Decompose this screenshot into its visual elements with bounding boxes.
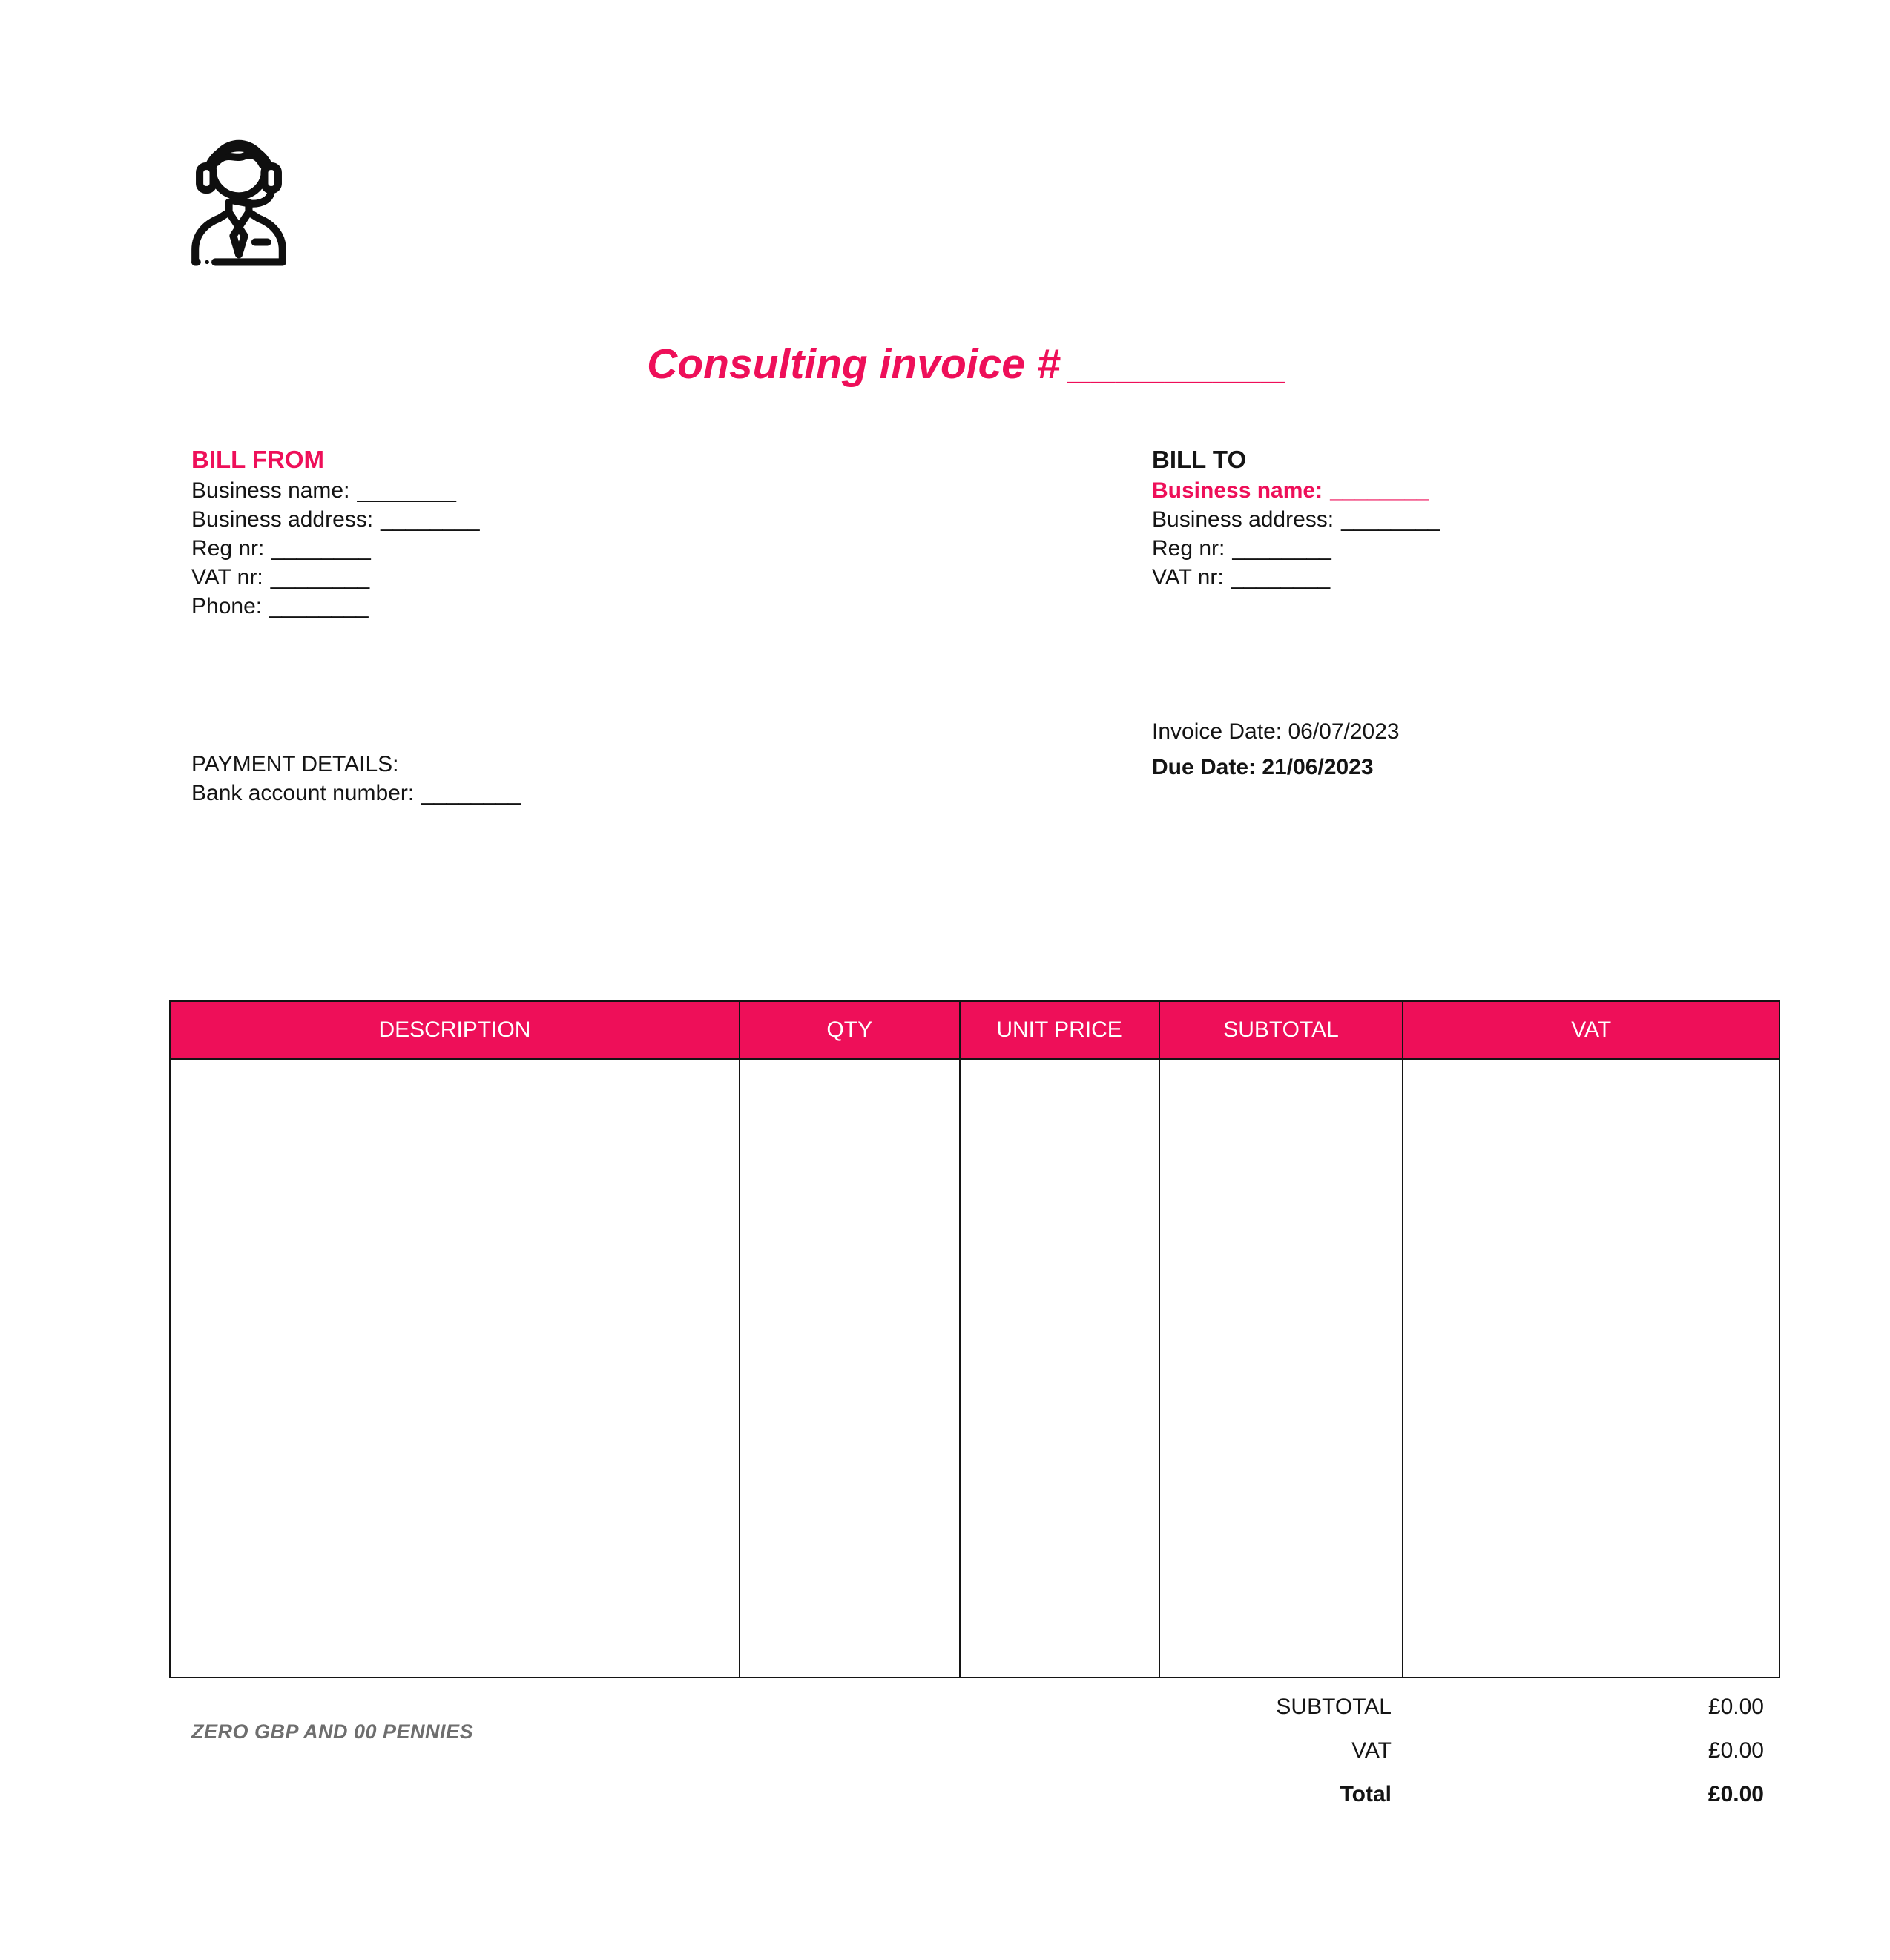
subtotal-value: £0.00 (1708, 1694, 1764, 1719)
field-label: Business address: (191, 507, 374, 532)
field-business-address (191, 505, 480, 534)
field-reg-nr (191, 534, 480, 563)
table-body-col-vat (1402, 1060, 1779, 1677)
company-logo (177, 111, 301, 276)
blank-line: ________ (1330, 478, 1429, 503)
table-body-col-subtotal (1159, 1060, 1403, 1677)
table-body-col-description (171, 1060, 739, 1677)
field-label: Business name: (191, 478, 350, 503)
items-table (169, 1000, 1780, 1678)
field-label: Phone: (191, 594, 263, 618)
bill-from-heading: BILL FROM (191, 446, 325, 473)
blank-line: ________ (1231, 565, 1331, 590)
table-body-col-unit-price (959, 1060, 1159, 1677)
field-bank-account-number (191, 779, 521, 808)
field-label: VAT nr: (1152, 565, 1224, 590)
dates-section (1152, 714, 1400, 785)
field-label: Reg nr: (191, 536, 265, 561)
bill-to-section (1152, 443, 1440, 592)
field-phone (191, 592, 480, 621)
field-business-name (1152, 476, 1440, 505)
amount-in-words: ZERO GBP AND 00 PENNIES (191, 1720, 474, 1743)
blank-line: ________ (270, 565, 370, 590)
table-body-col-qty (739, 1060, 959, 1677)
invoice-date-value: 06/07/2023 (1288, 719, 1400, 744)
payment-details-heading: PAYMENT DETAILS: (191, 752, 399, 776)
field-vat-nr (191, 563, 480, 592)
blank-line: ________ (421, 781, 521, 805)
due-date-label: Due Date: (1152, 755, 1257, 779)
col-header-unit-price: UNIT PRICE (959, 1002, 1159, 1058)
field-business-address (1152, 505, 1440, 534)
total-label: Total (1340, 1781, 1392, 1806)
blank-line: ________ (381, 507, 480, 532)
blank-line: ________ (357, 478, 456, 503)
total-value: £0.00 (1708, 1781, 1764, 1806)
field-label: Business name: (1152, 478, 1323, 503)
col-header-qty: QTY (739, 1002, 959, 1058)
blank-line: ________ (1341, 507, 1440, 532)
field-label: Bank account number: (191, 781, 415, 805)
blank-line: ________ (269, 594, 369, 618)
items-table-body (171, 1060, 1779, 1677)
items-table-header (171, 1002, 1779, 1060)
invoice-number-blank: _________ (1069, 340, 1288, 388)
field-business-name (191, 476, 480, 505)
col-header-description: DESCRIPTION (378, 1017, 531, 1042)
subtotal-label: SUBTOTAL (1276, 1694, 1392, 1719)
support-agent-icon (177, 111, 301, 276)
field-vat-nr (1152, 563, 1440, 592)
vat-label: VAT (1351, 1738, 1392, 1763)
field-label: VAT nr: (191, 565, 263, 590)
totals-row-total (169, 1772, 1780, 1816)
vat-value: £0.00 (1708, 1738, 1764, 1763)
invoice-title (22, 340, 1890, 389)
invoice-date-label: Invoice Date: (1152, 719, 1282, 744)
field-label: Reg nr: (1152, 536, 1225, 561)
col-header-subtotal: SUBTOTAL (1159, 1002, 1403, 1058)
blank-line: ________ (1232, 536, 1331, 561)
col-header-vat: VAT (1402, 1002, 1779, 1058)
bill-from-section (191, 443, 480, 621)
invoice-date-line (1152, 714, 1400, 750)
due-date-value: 21/06/2023 (1262, 755, 1374, 779)
blank-line: ________ (271, 536, 371, 561)
payment-details-section (191, 750, 521, 808)
field-label: Business address: (1152, 507, 1334, 532)
totals-section (169, 1685, 1780, 1816)
field-reg-nr (1152, 534, 1440, 563)
invoice-title-text: Consulting invoice # (647, 340, 1061, 388)
bill-to-heading: BILL TO (1152, 446, 1247, 473)
due-date-line (1152, 750, 1400, 785)
